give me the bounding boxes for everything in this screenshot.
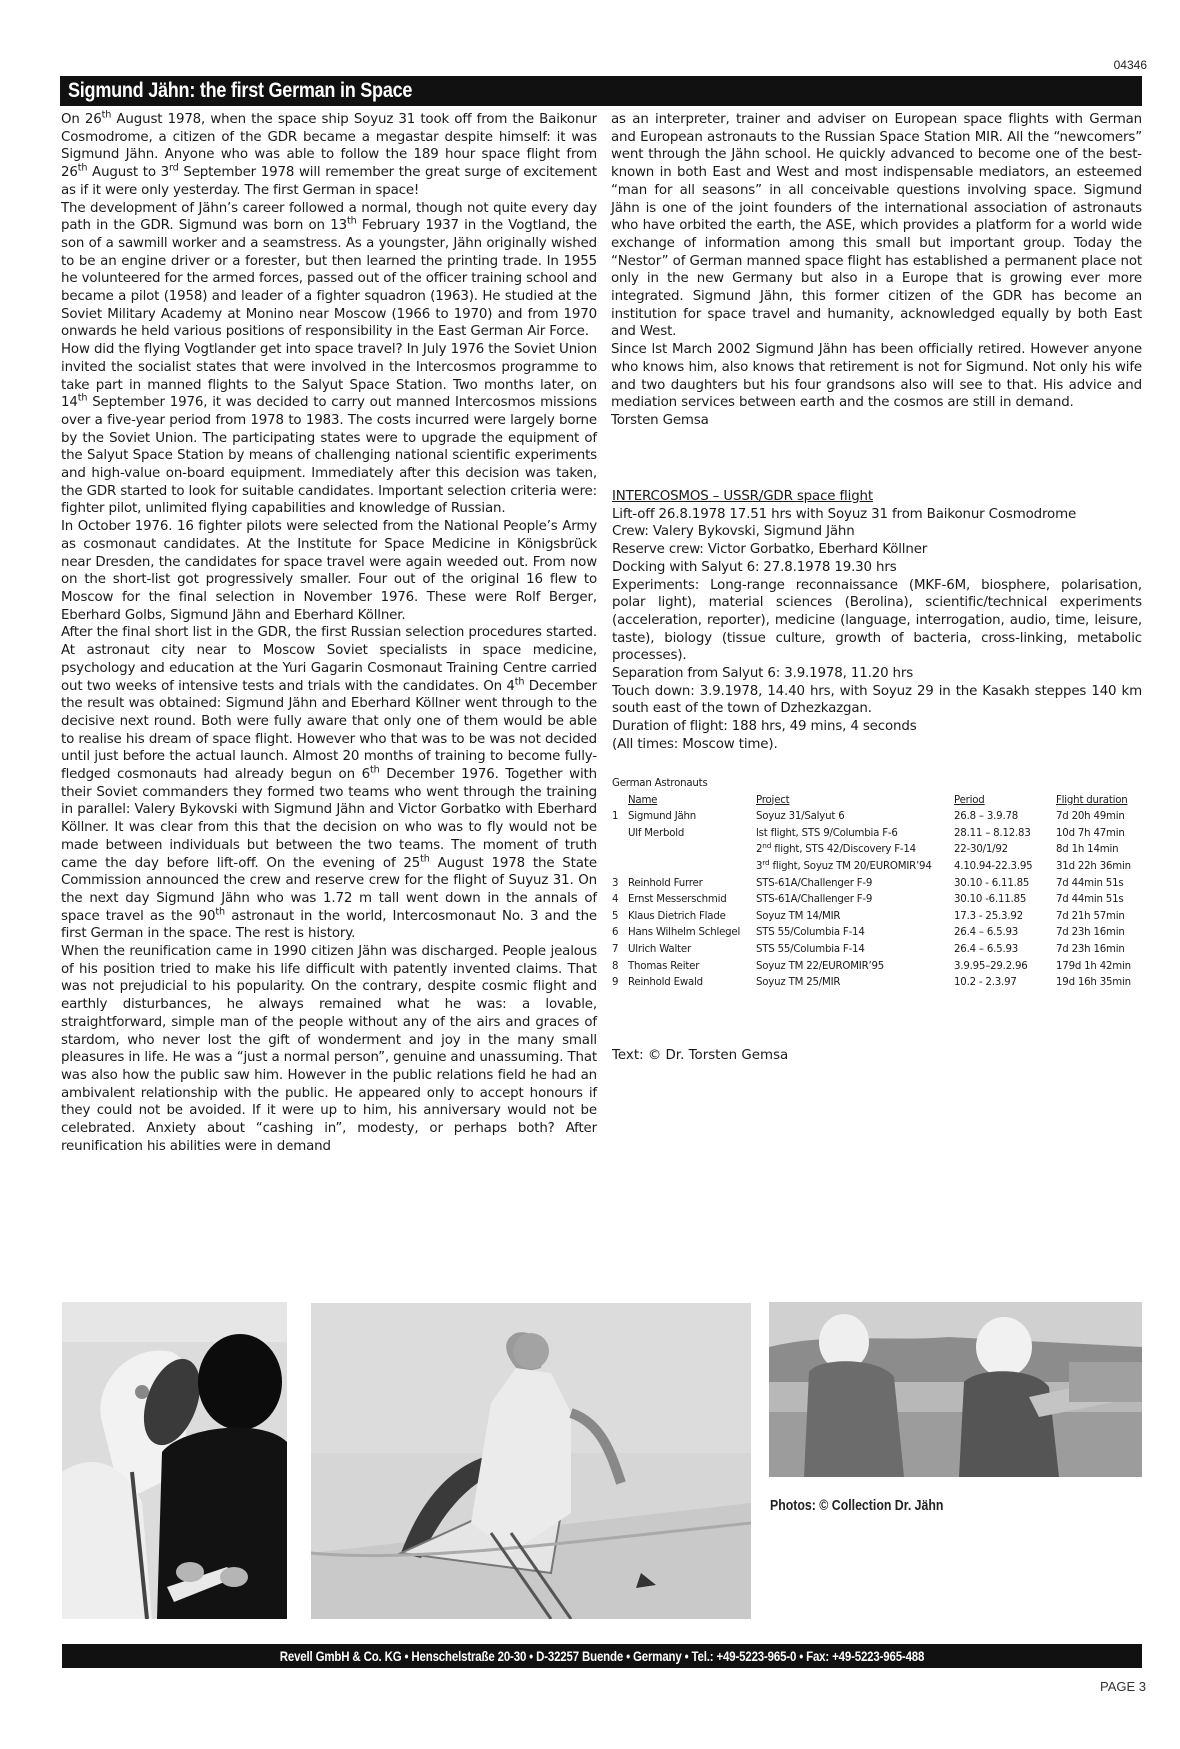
ordinal-suffix: th [77,392,88,404]
ordinal-suffix: th [215,906,225,918]
document-number: 04346 [1113,58,1147,72]
fact-line: Crew: Valery Bykovski, Sigmund Jähn [612,524,855,540]
photo-pilot-cockpit-image [311,1303,751,1619]
cell-name: Reinhold Ewald [628,977,703,989]
cell-num: 9 [612,977,619,989]
table-row [612,909,1146,926]
fact-line: Duration of flight: 188 hrs, 49 mins, 4 seconds [612,719,917,735]
cell-duration: 7d 23h 16min [1056,943,1125,955]
cell-duration: 7d 23h 16min [1056,927,1125,939]
cell-project: lst flight, STS 9/Columbia F-6 [756,827,898,839]
table-row [612,925,1146,942]
cell-duration: 7d 44min 51s [1056,877,1124,889]
cell-period: 30.10 - 6.11.85 [954,877,1030,889]
author-signature: Torsten Gemsa [611,412,709,428]
cell-name: Hans Wilhelm Schlegel [628,927,741,939]
cell-duration: 8d 1h 14min [1056,844,1119,856]
photo-pilot-helmet [62,1302,287,1619]
ordinal-suffix: th [369,764,380,776]
cell-num [612,842,628,859]
cell-num: 8 [612,960,619,972]
cell-period: 30.10 -6.11.85 [954,894,1027,906]
photo-pilots-airfield [769,1302,1142,1477]
cell-project: 3rd flight, Soyuz TM 20/EUROMIR’94 [756,857,932,872]
article-right-column [611,111,1142,430]
header-period: Period [954,794,985,806]
paragraph: Since lst March 2002 Sigmund Jähn has been officially retired. However anyone who knows him, also knows that retirement is not for Sigmund. Not only his wife and two daughters but his four grandsons also will see to that. His advice and mediation services between earth and the cosmos are still in demand. [611,342,1142,411]
title-banner [60,76,1142,106]
cell-name: Ulf Merbold [628,827,685,839]
ordinal-suffix: rd [169,162,179,174]
facts-heading: INTERCOSMOS – USSR/GDR space flight [612,489,873,504]
cell-project: Soyuz TM 25/MIR [756,977,841,989]
cell-duration: 7d 21h 57min [1056,910,1125,922]
german-astronauts-table [612,776,1146,992]
cell-name [628,842,756,859]
table-row [612,959,1146,976]
page-number: PAGE 3 [1099,1679,1146,1694]
fact-line: Experiments: Long-range reconnaissance (MKF-6M, biosphere, polarisation, polar light), material sciences (Berolina), scientific/technical experiments (acceleration, reporter), medicine (language, interrogation, audio, time, leisure, taste), biology (tissue culture, growth of bacteria, cross-linking, metabolic processes). [612,577,1142,664]
cell-duration: 7d 20h 49min [1056,811,1125,823]
paragraph: After the final short list in the GDR, the first Russian selection procedures started. At astronaut city near to Moscow Soviet specialists in space medicine, psychology and education at the Yuri Gagarin Cosmonaut Training Centre carried out two weeks of intensive tests and trials with the candidates. On 4th December the result was obtained: Sigmund Jähn and Eberhard Köllner went through to the decisive next round. Both were fully aware that only one of them would be able to realise his dream of space flight. However who that was to be was not decided until just before the actual launch. Almost 20 months of training to become fully-fledged cosmonauts had already begun on 6th December 1976. Together with their Soviet commanders they formed two teams who went through the training in parallel: Valery Bykovski with Sigmund Jähn and Victor Gorbatko with Eberhard Köllner. It was clear from this that the decision on who was to fly would not be made between individuals but between the two teams. The moment of truth came the day before lift-off. On the evening of 25th August 1978 the State Commission announced the crew and reserve crew for the flight of Suyuz 31. On the next day Sigmund Jähn who was 1.72 m tall went down in the annals of space travel as the 90th astronaut in the world, Intercosmonaut No. 3 and the first German in the space. The rest is history. [61,625,597,942]
photo-pilots-airfield-image [769,1302,1142,1477]
fact-line: Lift-off 26.8.1978 17.51 hrs with Soyuz 31 from Baikonur Cosmodrome [612,506,1077,522]
paragraph: In October 1976. 16 fighter pilots were selected from the National People’s Army as cosmonaut candidates. At the Institute for Space Medicine in Königsbrück near Dresden, the candidates for space travel were again weeded out. From now on the short-list got progressively smaller. Four out of the original 16 flew to Moscow for the final selection in November 1976. These were Rolf Berger, Eberhard Golbs, Sigmund Jähn and Eberhard Köllner. [61,519,597,623]
header-project: Project [756,794,790,806]
paragraph: On 26th August 1978, when the space ship Soyuz 31 took off from the Baikonur Cosmodrome, a citizen of the GDR became a megastar despite himself: it was Sigmund Jähn. Anyone who was able to follow the 189 hour space flight from 26th August to 3rd September 1978 will remember the great surge of excitement as if it were only yesterday. The first German in space! [61,109,597,198]
ordinal-suffix: th [77,162,88,174]
cell-name [628,859,756,876]
cell-project: Soyuz TM 22/EUROMIR’95 [756,960,885,972]
header-num [612,793,628,810]
fact-line: (All times: Moscow time). [612,736,778,752]
ordinal-suffix: th [420,853,430,865]
fact-line: Touch down: 3.9.1978, 14.40 hrs, with Soyuz 29 in the Kasakh steppes 140 km south east of the town of Dzhezkazgan. [612,683,1142,717]
mission-facts [612,488,1142,754]
paragraph: How did the flying Vogtlander get into space travel? In July 1976 the Soviet Union invited the socialist states that were involved in the Intercosmos programme to take part in manned flights to the Salyut Space Station. Two months later, on 14th September 1976, it was decided to carry out manned Intercosmos missions over a five-year period from 1978 to 1983. The costs incurred were largely borne by the Soviet Union. The participating states were to upgrade the equipment of the Salyut Space Station by means of challenging national scientific experiments and high-value on-board equipment. Immediately after this decision was taken, the GDR started to look for suitable candidates. Important selection criteria were: fighter pilot, unlimited flying capabilities and knowledge of Russian. [61,342,598,517]
photo-pilot-cockpit [311,1303,751,1619]
cell-project: Soyuz 31/Salyut 6 [756,811,845,823]
cell-duration: 10d 7h 47min [1056,827,1125,839]
cell-period: 22-30/1/92 [954,844,1008,856]
cell-project: Soyuz TM 14/MIR [756,910,841,922]
ordinal-suffix: th [514,676,525,688]
ordinal-suffix: rd [762,857,770,867]
cell-period: 28.11 – 8.12.83 [954,827,1031,839]
cell-name: Ernst Messerschmid [628,894,727,906]
table-row [612,942,1146,959]
cell-project: STS 55/Columbia F-14 [756,927,865,939]
cell-name: Thomas Reiter [628,960,700,972]
cell-period: 10.2 - 2.3.97 [954,977,1017,989]
cell-num [612,859,628,876]
table-row [612,975,1146,992]
cell-project: 2nd flight, STS 42/Discovery F-14 [756,841,916,856]
company-address: Revell GmbH & Co. KG • Henschelstraße 20-30 • D-32257 Buende • Germany • Tel.: +49-5223-965-0 • Fax: +49-5223-965-488 [279,1648,925,1664]
cell-duration: 7d 44min 51s [1056,894,1124,906]
paragraph: as an interpreter, trainer and adviser on European space flights with German and European astronauts to the Russian Space Station MIR. All the “newcomers” went through the Jähn school. He quickly advanced to become one of the best-known in both East and West and most indispensable mediators, an esteemed “man for all seasons” in all conceivable questions involving space. Sigmund Jähn is one of the joint founders of the international association of astronauts who have orbited the earth, the ASE, which provides a platform for a world wide exchange of information among this small but important group. Today the “Nestor” of German manned space flight has established a permanent place not only in the new Germany but also in a Europe that is growing ever more integrated. Sigmund Jähn, this former citizen of the GDR has become an institution for space travel and humanity, acknowledged equally by both East and West. [611,112,1142,340]
cell-duration: 19d 16h 35min [1056,977,1131,989]
photo-pilot-helmet-image [62,1302,287,1619]
table-header-row [612,793,1146,810]
cell-num: 1 [612,811,619,823]
cell-period: 26.4 – 6.5.93 [954,943,1019,955]
cell-name: Reinhold Furrer [628,877,703,889]
cell-name: Ulrich Walter [628,943,691,955]
cell-duration: 31d 22h 36min [1056,860,1131,872]
cell-project: STS-61A/Challenger F-9 [756,877,873,889]
cell-name: Klaus Dietrich Flade [628,910,726,922]
cell-period: 26.4 – 6.5.93 [954,927,1019,939]
page-title: Sigmund Jähn: the first German in Space [68,79,413,102]
paragraph: When the reunification came in 1990 citizen Jähn was discharged. People jealous of his position tried to make his life difficult with patently invented claims. That was not prejudicial to his popularity. On the contrary, despite cosmic flight and earthly disturbances, he always remained what he was: a lovable, straightforward, simple man of the people without any of the airs and graces of stardom, who never lost the gift of wonderment and joy in the many small pleasures in life. He was a “just a normal person”, genuine and unassuming. That was also how the public saw him. However in the public relations field he had an ambivalent relationship with the public. He appeared only to accept honours if they could not be avoided. If it were up to him, his anniversary would not be celebrated. Anxiety about “cashing in”, modesty, or perhaps both? After reunification his abilities were in demand [61,944,597,1154]
ordinal-suffix: th [346,215,357,227]
table-row [612,809,1146,826]
cell-num: 4 [612,894,619,906]
cell-period: 3.9.95–29.2.96 [954,960,1028,972]
table-row [612,826,1146,843]
cell-num: 6 [612,927,619,939]
table-row [612,892,1146,909]
paragraph: The development of Jähn’s career followed a normal, though not quite every day path in the GDR. Sigmund was born on 13th February 1937 in the Vogtland, the son of a sawmill worker and a seamstress. As a youngster, Jähn originally wished to be an engine driver or a forester, but then learned the printing trade. In 1955 he volunteered for the armed forces, passed out of the officer training school and became a pilot (1958) and leader of a fighter squadron (1963). He studied at the Soviet Military Academy at Monino near Moscow (1966 to 1970) and from 1970 onwards he held various positions of responsibility in the East German Air Force. [61,200,598,340]
article-left-column [61,111,597,1155]
cell-project: STS-61A/Challenger F-9 [756,894,873,906]
table-row [612,876,1146,893]
header-name: Name [628,794,658,806]
header-duration: Flight duration [1056,794,1128,806]
table-row [612,842,1146,859]
fact-line: Separation from Salyut 6: 3.9.1978, 11.20 hrs [612,666,914,682]
cell-period: 17.3 - 25.3.92 [954,910,1023,922]
ordinal-suffix: nd [762,841,772,851]
photo-credit: Photos: © Collection Dr. Jähn [770,1498,944,1514]
cell-name: Sigmund Jähn [628,811,697,823]
text-credit: Text: © Dr. Torsten Gemsa [612,1048,789,1063]
cell-project: STS 55/Columbia F-14 [756,943,865,955]
cell-period: 4.10.94-22.3.95 [954,860,1033,872]
fact-line: Reserve crew: Victor Gorbatko, Eberhard Köllner [612,542,928,558]
cell-period: 26.8 – 3.9.78 [954,811,1019,823]
cell-num [612,826,628,843]
table-row [612,859,1146,876]
cell-num: 3 [612,877,619,889]
cell-duration: 179d 1h 42min [1056,960,1131,972]
cell-num: 7 [612,943,619,955]
table-caption: German Astronauts [612,778,708,789]
fact-line: Docking with Salyut 6: 27.8.1978 19.30 hrs [612,559,897,575]
ordinal-suffix: th [101,109,112,121]
footer-banner [62,1644,1142,1668]
cell-num: 5 [612,910,619,922]
